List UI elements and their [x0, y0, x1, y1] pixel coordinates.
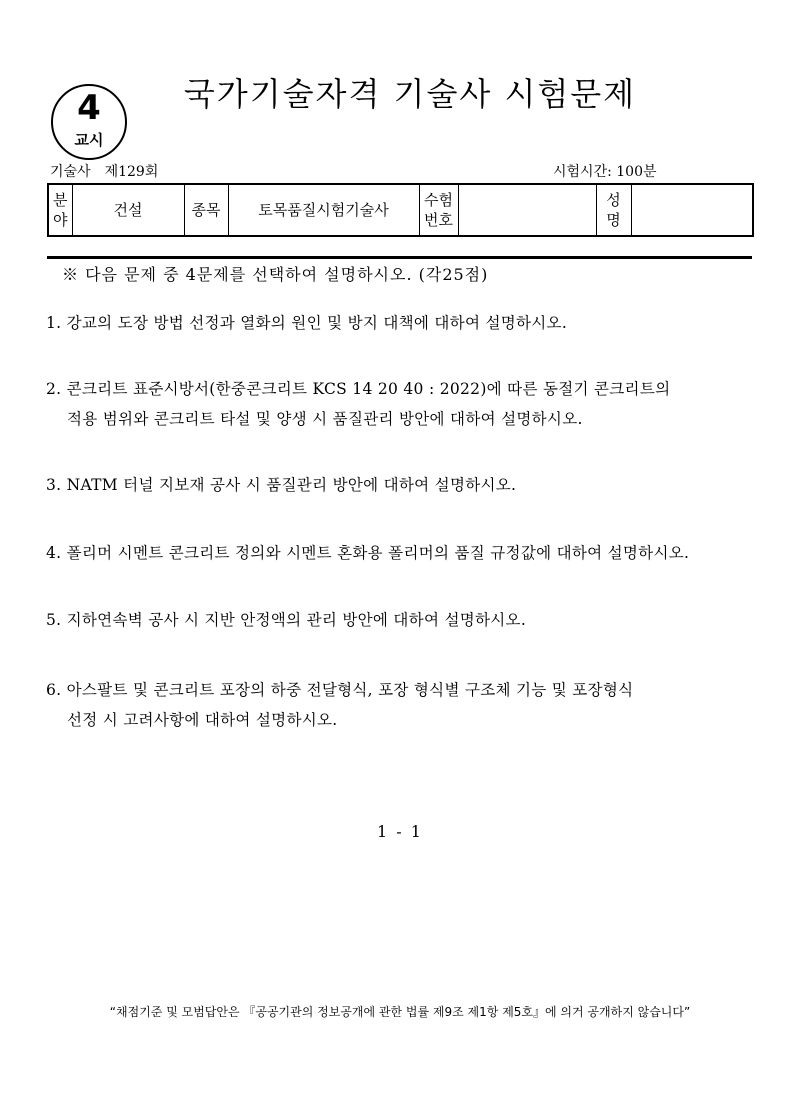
question-1	[46, 308, 758, 338]
question-3	[46, 470, 758, 500]
exam-category: 기술사	[50, 164, 91, 180]
field-label	[48, 184, 72, 236]
question-text: NATM 터널 지보재 공사 시 품질관리 방안에 대하여 설명하시오.	[66, 476, 517, 494]
exam-number-label-line-1: 수험	[424, 191, 453, 209]
exam-meta-left	[50, 163, 158, 181]
exam-number-label-line-2: 번호	[424, 211, 453, 229]
field-value: 건설	[72, 184, 184, 236]
type-value: 토목품질시험기술사	[228, 184, 419, 236]
exam-number-field[interactable]	[458, 184, 596, 236]
instruction-text: ※ 다음 문제 중 4문제를 선택하여 설명하시오. (각25점)	[62, 265, 489, 284]
header-divider	[47, 256, 752, 259]
question-text: 강교의 도장 방법 선정과 열화의 원인 및 방지 대책에 대하여 설명하시오.	[66, 314, 568, 332]
question-text: 아스팔트 및 콘크리트 포장의 하중 전달형식, 포장 형식별 구조체 기능 및 포장형식	[66, 681, 634, 699]
question-text: 콘크리트 표준시방서(한중콘크리트 KCS 14 20 40 : 2022)에 따른 동절기 콘크리트의	[66, 380, 671, 398]
name-label-line-2: 명	[606, 211, 621, 229]
type-label: 종목	[184, 184, 228, 236]
field-label-line-2: 야	[53, 211, 68, 229]
session-number: 4	[77, 88, 101, 128]
question-4	[46, 538, 758, 568]
question-number: 6.	[46, 681, 62, 699]
name-label	[596, 184, 631, 236]
session-label: 교시	[74, 131, 104, 149]
disclosure-notice: “채점기준 및 모범답안은 『공공기관의 정보공개에 관한 법률 제9조 제1항 제5호』에 의거 공개하지 않습니다”	[109, 1005, 691, 1019]
exam-round: 제129회	[104, 164, 159, 180]
question-text-continued: 선정 시 고려사항에 대하여 설명하시오.	[67, 711, 338, 729]
field-label-line-1: 분	[53, 191, 68, 209]
exam-info-table	[47, 183, 754, 237]
name-field[interactable]	[631, 184, 753, 236]
session-badge	[51, 84, 127, 160]
exam-time-limit: 시험시간: 100분	[553, 164, 657, 180]
exam-number-label	[419, 184, 458, 236]
question-number: 3.	[46, 476, 62, 494]
question-number: 1.	[46, 314, 62, 332]
question-number: 2.	[46, 380, 62, 398]
question-number: 5.	[46, 611, 62, 629]
question-6	[46, 675, 758, 735]
name-label-line-1: 성	[606, 191, 621, 209]
question-number: 4.	[46, 544, 62, 562]
question-text: 지하연속벽 공사 시 지반 안정액의 관리 방안에 대하여 설명하시오.	[66, 611, 527, 629]
question-2	[46, 374, 758, 434]
page-number: 1 - 1	[377, 822, 423, 841]
exam-title: 국가기술자격 기술사 시험문제	[183, 75, 637, 113]
question-5	[46, 605, 758, 635]
question-text: 폴리머 시멘트 콘크리트 정의와 시멘트 혼화용 폴리머의 품질 규정값에 대하여 설명하시오.	[66, 544, 690, 562]
question-text-continued: 적용 범위와 콘크리트 타설 및 양생 시 품질관리 방안에 대하여 설명하시오.	[67, 410, 583, 428]
